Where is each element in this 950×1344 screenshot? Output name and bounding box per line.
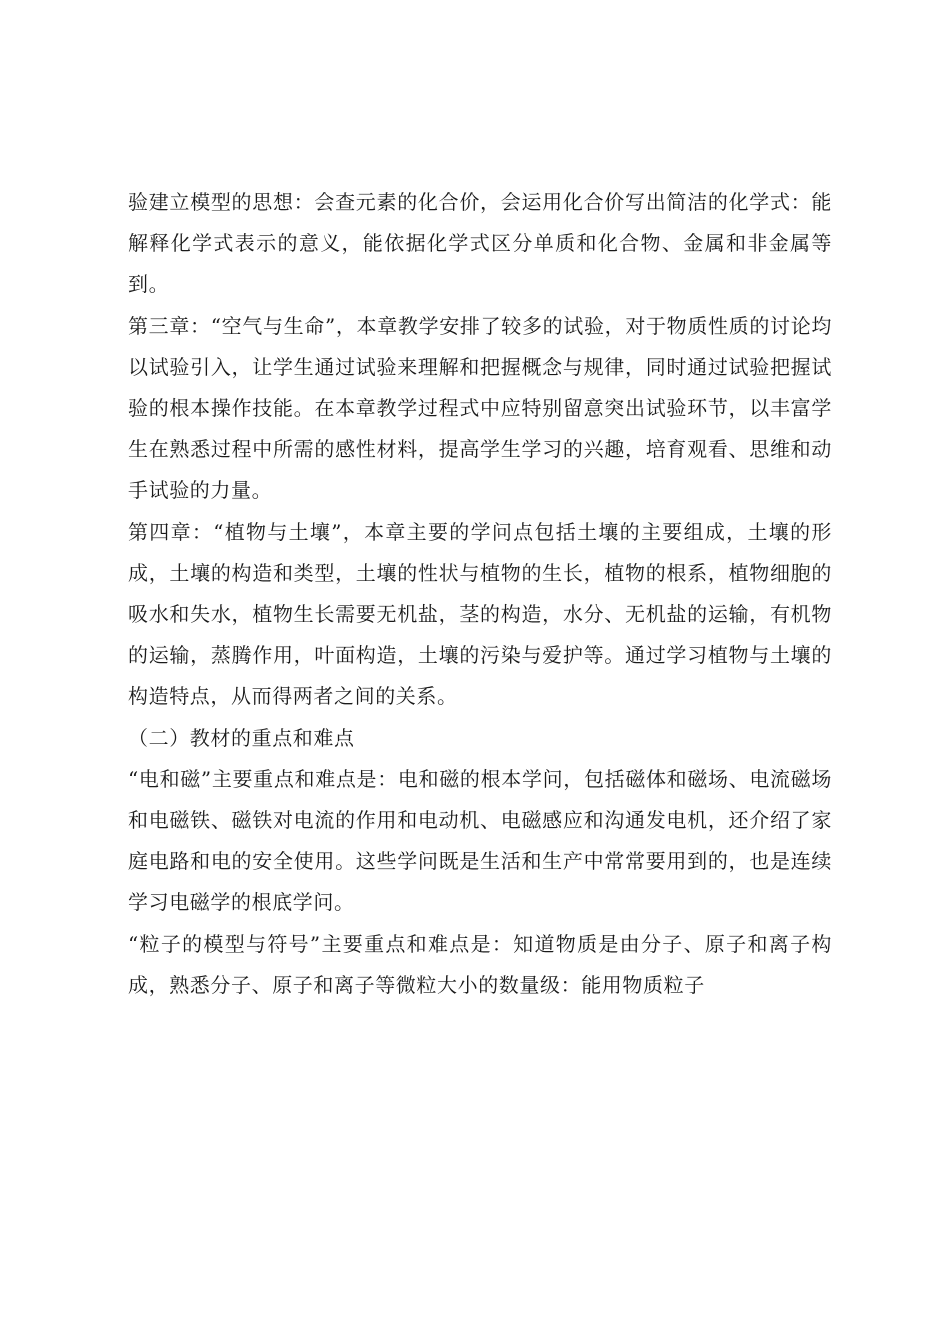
paragraph-chapter-four: 第四章：“植物与土壤”，本章主要的学问点包括土壤的主要组成，土壤的形成，土壤的构造和类型，土壤的性状与植物的生长，植物的根系，植物细胞的吸水和失水，植物生长需要无机盐，茎的构造，水分、无机盐的运输，有机物的运输，蒸腾作用，叶面构造，土壤的污染与爱护等。通过学习植物与土壤的构造特点，从而得两者之间的关系。: [128, 519, 832, 709]
paragraph-chapter-three: 第三章：“空气与生命”，本章教学安排了较多的试验，对于物质性质的讨论均以试验引入，让学生通过试验来理解和把握概念与规律，同时通过试验把握试验的根本操作技能。在本章教学过程式中应特别留意突出试验环节，以丰富学生在熟悉过程中所需的感性材料，提高学生学习的兴趣，培育观看、思维和动手试验的力量。: [128, 313, 832, 503]
section-heading-key-points: （二）教材的重点和难点: [128, 725, 355, 750]
paragraph-chemical-formula: 验建立模型的思想：会查元素的化合价，会运用化合价写出简洁的化学式：能解释化学式表示的意义，能依据化学式区分单质和化合物、金属和非金属等到。: [128, 190, 832, 297]
document-body: [128, 182, 832, 1006]
paragraph-particle-model: “粒子的模型与符号”主要重点和难点是：知道物质是由分子、原子和离子构成，熟悉分子、原子和离子等微粒大小的数量级：能用物质粒子: [128, 931, 832, 997]
paragraph-electricity-magnetism: “电和磁”主要重点和难点是：电和磁的根本学问，包括磁体和磁场、电流磁场和电磁铁、磁铁对电流的作用和电动机、电磁感应和沟通发电机，还介绍了家庭电路和电的安全使用。这些学问既是生活和生产中常常要用到的，也是连续学习电磁学的根底学问。: [128, 766, 832, 915]
